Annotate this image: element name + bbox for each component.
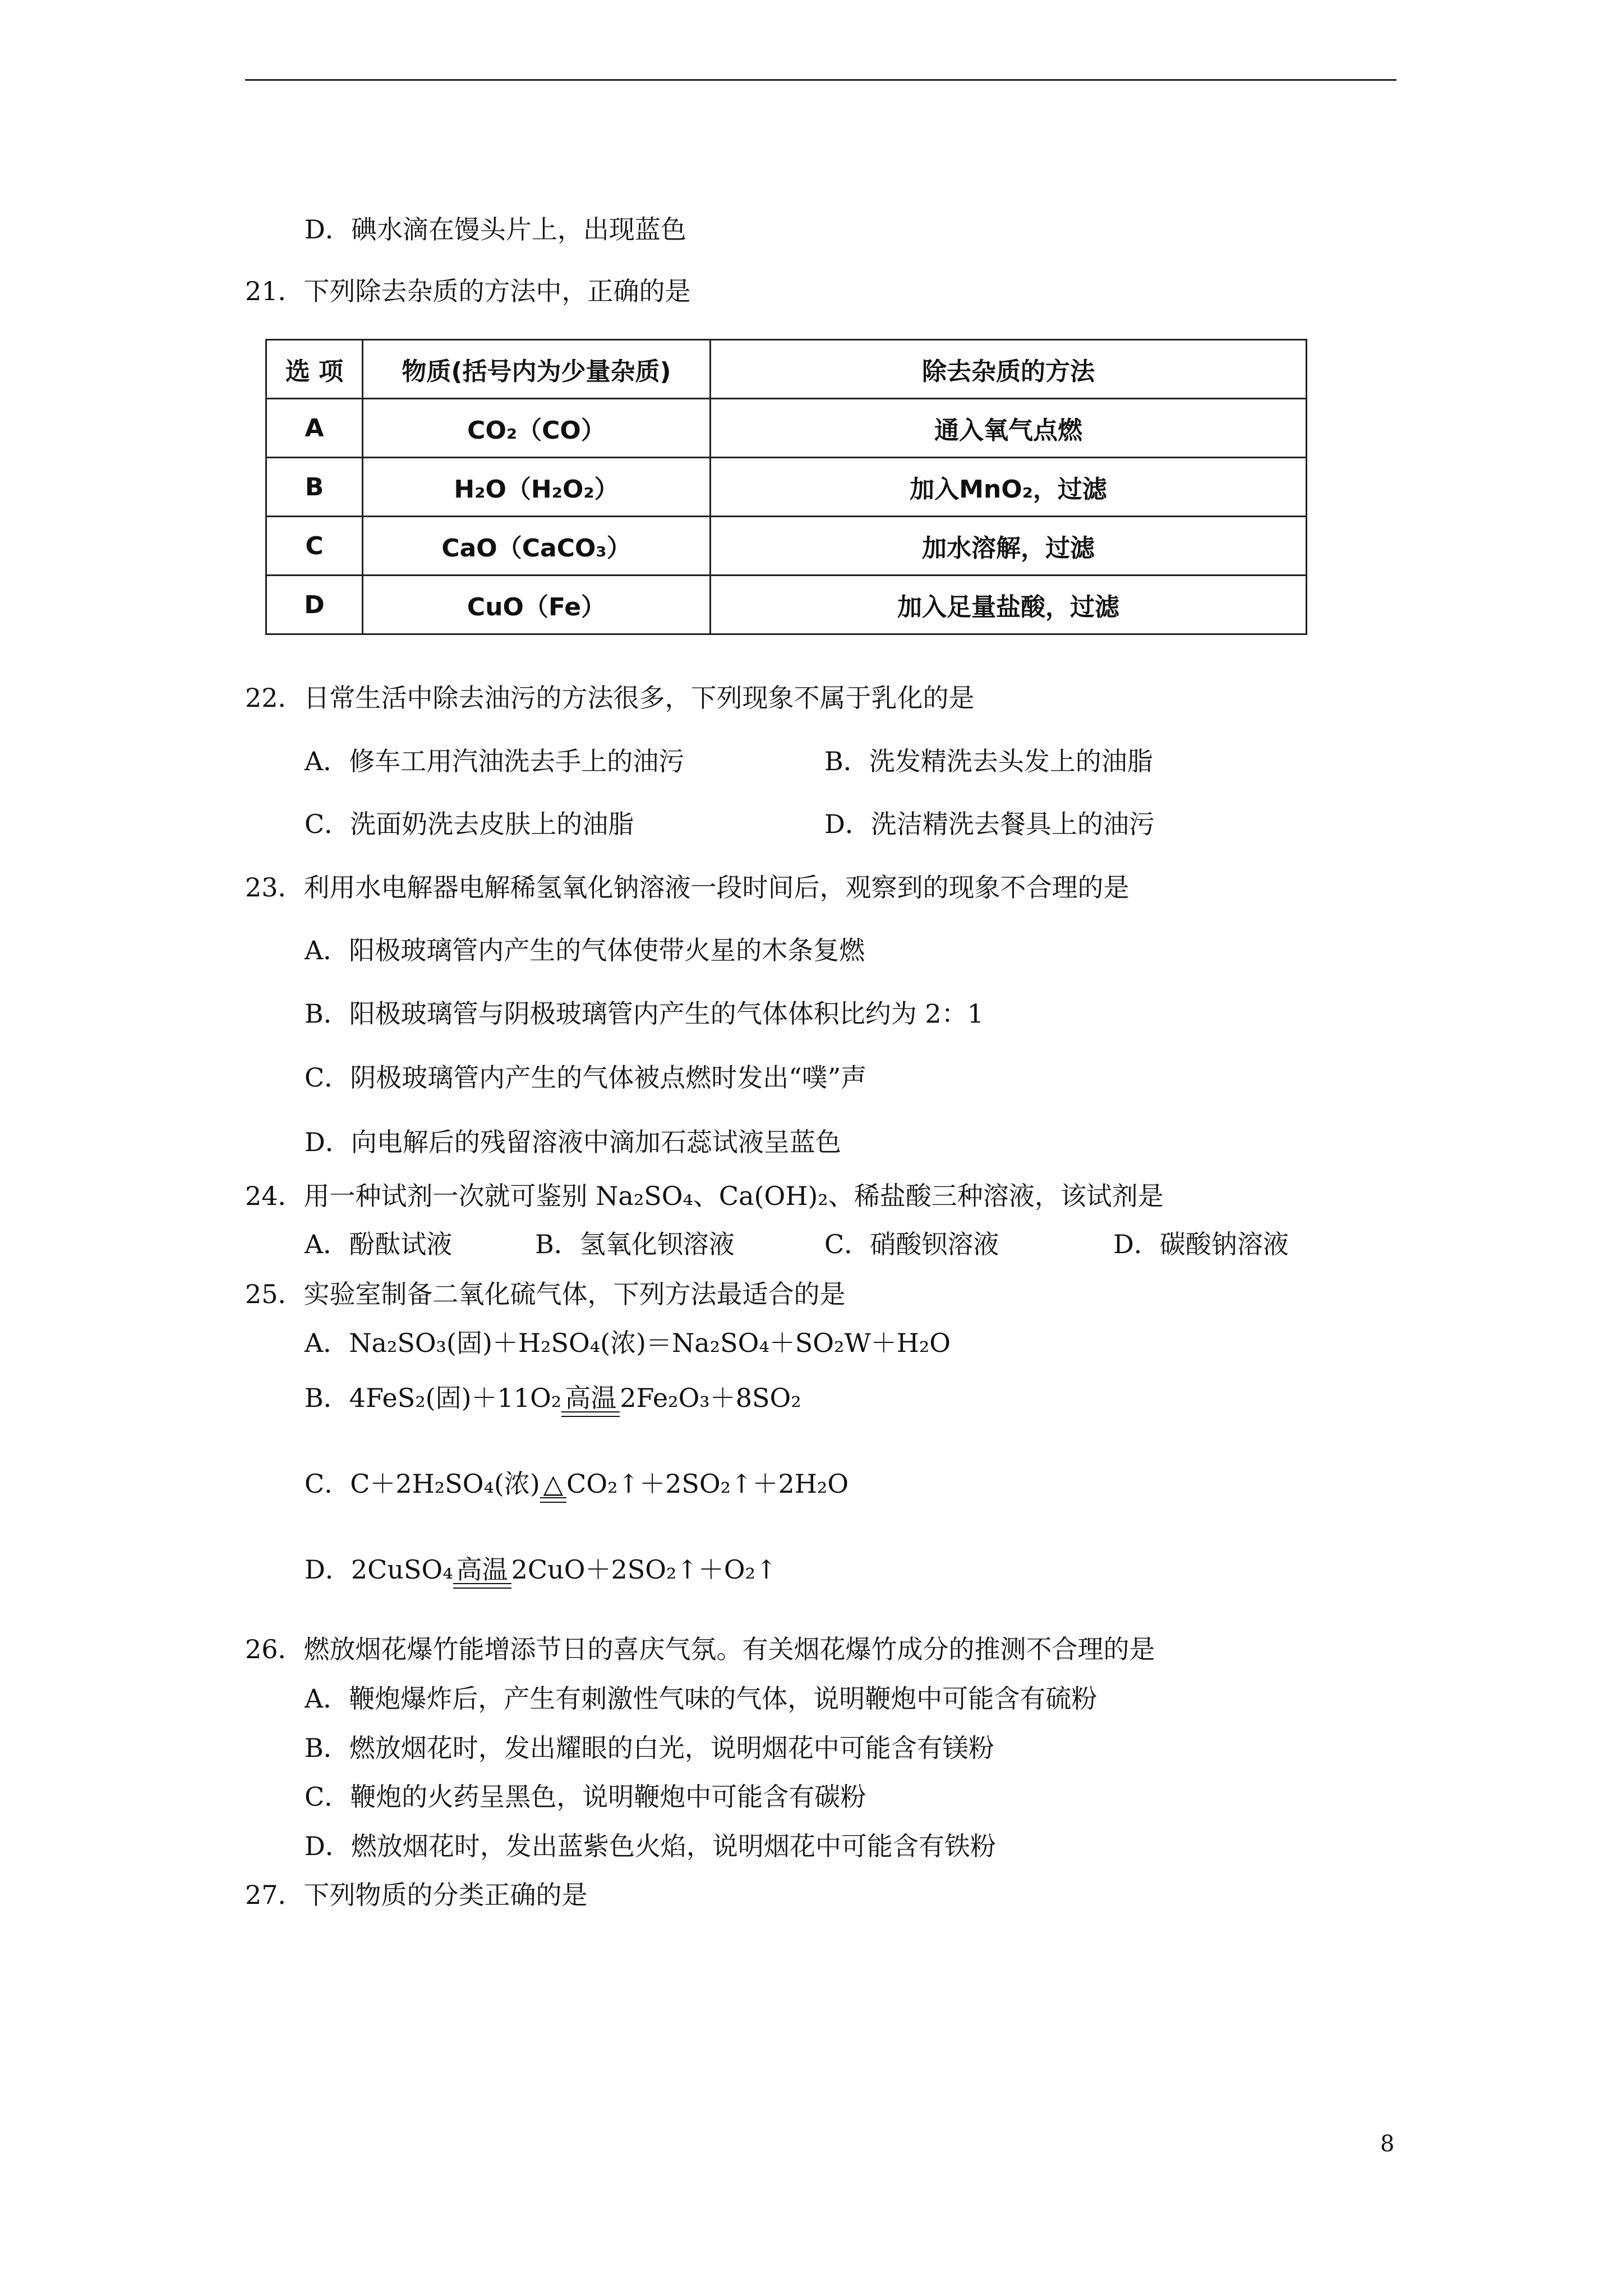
- table-cell: B: [266, 458, 363, 517]
- table-header-cell: 物质(括号内为少量杂质): [363, 340, 711, 399]
- table-cell: 加水溶解，过滤: [711, 517, 1307, 576]
- equation-lhs: C．C＋2H₂SO₄(浓): [305, 1469, 540, 1499]
- table-cell: C: [266, 517, 363, 576]
- table-row: [266, 399, 1307, 458]
- q26-option-d: D．燃放烟花时，发出蓝紫色火焰，说明烟花中可能含有铁粉: [305, 1831, 996, 1861]
- table-row: [266, 517, 1307, 576]
- q26-option-a: A．鞭炮爆炸后，产生有刺激性气味的气体，说明鞭炮中可能含有硫粉: [305, 1683, 1098, 1714]
- table-row: [266, 576, 1307, 634]
- table-cell: H₂O（H₂O₂）: [363, 458, 711, 517]
- table-cell: A: [266, 399, 363, 458]
- table-cell: 加入MnO₂，过滤: [711, 458, 1307, 517]
- q22-option-c: C．洗面奶洗去皮肤上的油脂: [305, 809, 634, 839]
- q26-option-b: B．燃放烟花时，发出耀眼的白光，说明烟花中可能含有镁粉: [305, 1733, 994, 1763]
- q20-option-d: D．碘水滴在馒头片上，出现蓝色: [305, 214, 686, 245]
- q22-option-b: B．洗发精洗去头发上的油脂: [824, 746, 1153, 776]
- table-cell: CO₂（CO）: [363, 399, 711, 458]
- reaction-condition: 高温: [453, 1553, 511, 1586]
- q24-option-d: D．碳酸钠溶液: [1113, 1229, 1289, 1259]
- q24-option-c: C．硝酸钡溶液: [824, 1229, 999, 1259]
- q22-stem: 22．日常生活中除去油污的方法很多，下列现象不属于乳化的是: [245, 683, 975, 713]
- q25-option-b: [305, 1381, 801, 1415]
- q21-stem: 21．下列除去杂质的方法中，正确的是: [245, 276, 691, 306]
- table-cell: CaO（CaCO₃）: [363, 517, 711, 576]
- equation-lhs: B．4FeS₂(固)＋11O₂: [305, 1383, 562, 1413]
- equation-rhs: 2Fe₂O₃＋8SO₂: [620, 1383, 801, 1413]
- q25-option-c: [305, 1467, 849, 1501]
- table-row: [266, 458, 1307, 517]
- q25-option-d: [305, 1553, 777, 1586]
- q23-stem: 23．利用水电解器电解稀氢氧化钠溶液一段时间后，观察到的现象不合理的是: [245, 872, 1129, 903]
- table-cell: D: [266, 576, 363, 634]
- equation-lhs: D．2CuSO₄: [305, 1554, 453, 1585]
- q25-stem: 25．实验室制备二氧化硫气体，下列方法最适合的是: [245, 1279, 846, 1309]
- impurity-table: [265, 339, 1307, 635]
- q24-option-b: B．氢氧化钡溶液: [535, 1229, 735, 1259]
- q23-option-a: A．阳极玻璃管内产生的气体使带火星的木条复燃: [305, 935, 865, 965]
- table-cell: 通入氧气点燃: [711, 399, 1307, 458]
- table-header-cell: 选 项: [266, 340, 363, 399]
- q23-option-d: D．向电解后的残留溶液中滴加石蕊试液呈蓝色: [305, 1127, 841, 1157]
- q26-option-c: C．鞭炮的火药呈黑色，说明鞭炮中可能含有碳粉: [305, 1782, 866, 1812]
- table-header-row: [266, 340, 1307, 399]
- q22-option-a: A．修车工用汽油洗去手上的油污: [305, 746, 685, 776]
- q23-option-c: C．阴极玻璃管内产生的气体被点燃时发出“噗”声: [305, 1062, 867, 1093]
- q27-stem: 27．下列物质的分类正确的是: [245, 1880, 588, 1910]
- equation-rhs: 2CuO＋2SO₂↑＋O₂↑: [511, 1554, 777, 1585]
- equation-rhs: CO₂↑＋2SO₂↑＋2H₂O: [566, 1469, 849, 1499]
- table-cell: CuO（Fe）: [363, 576, 711, 634]
- reaction-condition: △: [540, 1467, 566, 1501]
- q23-option-b: B．阳极玻璃管与阴极玻璃管内产生的气体体积比约为 2：1: [305, 999, 984, 1029]
- header-rule: [245, 79, 1396, 81]
- reaction-condition: 高温: [561, 1381, 620, 1415]
- q24-option-a: A．酚酞试液: [305, 1229, 453, 1259]
- table-header-cell: 除去杂质的方法: [711, 340, 1307, 399]
- q26-stem: 26．燃放烟花爆竹能增添节日的喜庆气氛。有关烟花爆竹成分的推测不合理的是: [245, 1634, 1155, 1664]
- q24-stem: 24．用一种试剂一次就可鉴别 Na₂SO₄、Ca(OH)₂、稀盐酸三种溶液，该试剂是: [245, 1181, 1164, 1211]
- q25-option-a: A．Na₂SO₃(固)＋H₂SO₄(浓)＝Na₂SO₄＋SO₂W＋H₂O: [305, 1328, 951, 1358]
- page-number: 8: [1380, 2131, 1395, 2157]
- q22-option-d: D．洗洁精洗去餐具上的油污: [824, 809, 1155, 839]
- table-cell: 加入足量盐酸，过滤: [711, 576, 1307, 634]
